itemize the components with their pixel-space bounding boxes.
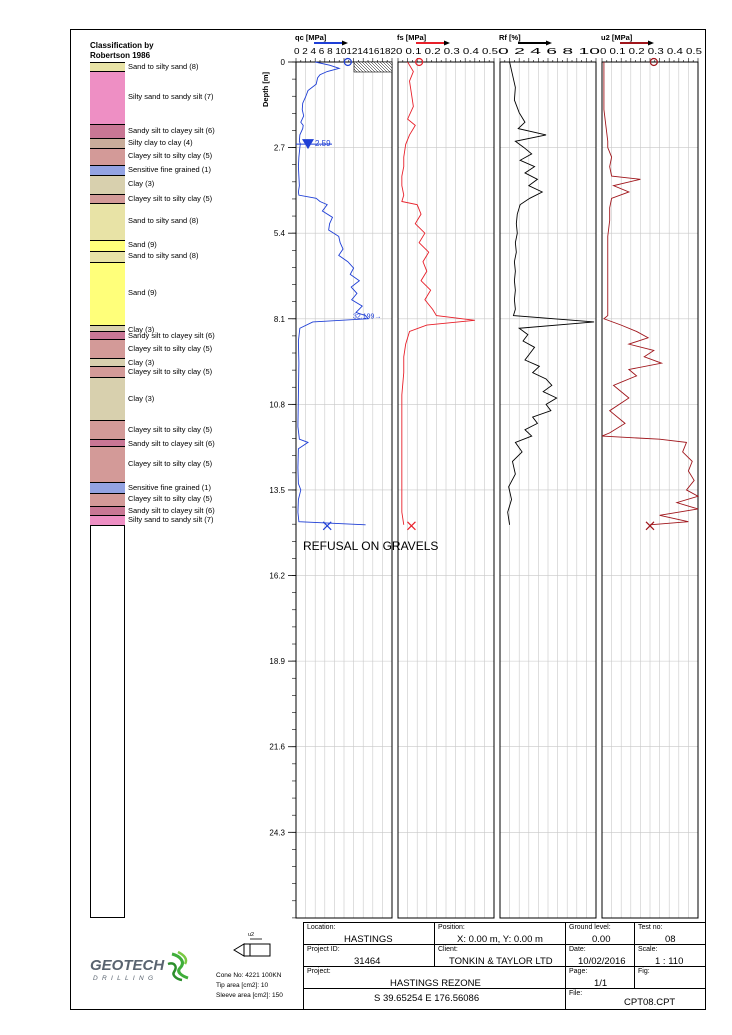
position-cell: Position: X: 0.00 m, Y: 0.00 m: [434, 922, 566, 945]
project-cell: Project: HASTINGS REZONE: [303, 966, 566, 989]
location-value: HASTINGS: [344, 934, 393, 945]
tip-area: Tip area [cm2]: 10: [216, 982, 269, 989]
end-marker-fs: [407, 522, 415, 530]
page-value: 1/1: [594, 978, 608, 989]
soil-layer-label: Sandy silt to clayey silt (6): [128, 331, 215, 341]
project-id-cell: Project ID: 31464: [303, 944, 435, 967]
date-value: 10/02/2016: [578, 956, 626, 967]
depth-tick-label: 16.2: [269, 571, 285, 581]
fig-cell: Fig:: [634, 966, 706, 989]
soil-layer-label: Clay (3): [128, 358, 155, 368]
depth-tick-label: 13.5: [269, 485, 285, 495]
soil-layer-label: Clayey silt to silty clay (5): [128, 151, 213, 161]
depth-axis-label: Depth [m]: [261, 72, 270, 107]
panel-label-u2: u2 [MPa]: [601, 33, 633, 42]
file-value: CPT08.CPT: [624, 997, 676, 1008]
depth-tick-label: 2.7: [273, 143, 285, 153]
panel-legend-arrow-Rf: [546, 41, 552, 46]
soil-layer-label: Clay (3): [128, 325, 155, 335]
depth-tick-label: 21.6: [269, 742, 285, 752]
panel-tick-labels-Rf: 0 2 4 6 8 10: [498, 47, 602, 56]
soil-layer-label: Sand to silty sand (8): [128, 62, 199, 71]
coordinates-cell: [303, 988, 566, 1010]
depth-tick-label: 8.1: [273, 314, 285, 324]
depth-tick-label: 18.9: [269, 657, 285, 667]
soil-layer-label: Clayey silt to silty clay (5): [128, 424, 213, 434]
file-cell: File: CPT08.CPT: [565, 988, 706, 1010]
soil-layer-label: Silty sand to sandy silt (7): [128, 515, 214, 525]
depth-tick-label: 10.8: [269, 400, 285, 410]
company-logo-subtitle: DRILLING: [93, 975, 158, 982]
soil-layer-label: Clayey silt to silty clay (5): [128, 343, 213, 353]
scale-cell: Scale: 1 : 110: [634, 944, 706, 967]
test-no-cell: Test no: 08: [634, 922, 706, 945]
depth-tick-label: 0: [280, 58, 285, 67]
title-block: [303, 922, 706, 1010]
panel-legend-arrow-qc: [342, 41, 348, 46]
test-no-value: 08: [665, 934, 676, 945]
soil-layer-label: Clayey silt to silty clay (5): [128, 458, 213, 468]
soil-layer-label: Clayey silt to silty clay (5): [128, 494, 213, 504]
soil-layer-label: Silty clay to clay (4): [128, 138, 193, 148]
ground-level-value: 0.00: [592, 934, 611, 945]
soil-layer-label: Sand (9): [128, 288, 157, 298]
project-value: HASTINGS REZONE: [390, 978, 481, 989]
panel-tick-labels-fs: 0 0.1 0.2 0.3 0.4 0.5: [396, 47, 499, 56]
soil-layer-label: Sandy silt to clayey silt (6): [128, 125, 215, 135]
client-cell: Client: TONKIN & TAYLOR LTD: [434, 944, 566, 967]
client-value: TONKIN & TAYLOR LTD: [449, 956, 553, 967]
soil-layer-label: Sensitive fine grained (1): [128, 165, 211, 175]
soil-layer-label: Sensitive fine grained (1): [128, 482, 211, 492]
series-line-Rf: [508, 62, 594, 525]
soil-layer-label: Sand to silty sand (8): [128, 216, 199, 226]
soil-layer-label: Clay (3): [128, 393, 155, 403]
panel-label-Rf: Rf [%]: [499, 33, 521, 42]
water-level-label: 2.59: [315, 139, 331, 149]
project-id-value: 31464: [354, 956, 381, 967]
cone-icon: [232, 935, 272, 959]
sleeve-area: Sleeve area [cm2]: 150: [216, 992, 283, 999]
depth-tick-label: 5.4: [273, 229, 285, 239]
cone-number: Cone No: 4221 100KN: [216, 972, 282, 979]
panel-label-qc: qc [MPa]: [295, 33, 327, 42]
ground-level-cell: Ground level: 0.00: [565, 922, 635, 945]
soil-layer-label: Sand to silty sand (8): [128, 251, 199, 261]
soil-layer-label: Sandy silt to clayey silt (6): [128, 505, 215, 515]
depth-tick-label: 24.3: [269, 828, 285, 838]
soil-layer-label: Clay (3): [128, 179, 155, 189]
panel-legend-arrow-u2: [648, 41, 654, 46]
soil-layer-label: Clayey silt to silty clay (5): [128, 366, 213, 376]
soil-layer-label: Silty sand to sandy silt (7): [128, 92, 214, 102]
panel-label-fs: fs [MPa]: [397, 33, 427, 42]
soil-layer-label: Sand (9): [128, 240, 157, 250]
classification-title-line2: Robertson 1986: [90, 51, 151, 60]
coordinates-value: S 39.65254 E 176.56086: [374, 993, 480, 1004]
position-value: X: 0.00 m, Y: 0.00 m: [457, 934, 543, 945]
date-cell: Date: 10/02/2016: [565, 944, 635, 967]
location-cell: Location: HASTINGS: [303, 922, 435, 945]
page-cell: Page: 1/1: [565, 966, 635, 989]
panel-legend-arrow-fs: [444, 41, 450, 46]
series-line-fs: [402, 62, 475, 525]
soil-layer-label: Clayey silt to silty clay (5): [128, 193, 213, 203]
series-line-qc: [298, 62, 368, 525]
logo-mark-icon: [166, 950, 192, 982]
classification-title-line1: Classification by: [90, 41, 154, 50]
panel-tick-labels-qc: 0 2 4 6 8 10121416182: [294, 47, 396, 56]
refusal-annotation: REFUSAL ON GRAVELS: [303, 539, 439, 553]
company-logo: GEOTECH: [90, 957, 165, 974]
qc-max-label: 32.199→: [353, 313, 382, 321]
soil-layer-label: Sandy silt to clayey silt (6): [128, 439, 215, 449]
panel-tick-labels-u2: 0 0.1 0.2 0.3 0.4 0.5: [600, 47, 703, 56]
u2-position-label: u2: [248, 932, 255, 938]
scale-value: 1 : 110: [655, 956, 684, 967]
